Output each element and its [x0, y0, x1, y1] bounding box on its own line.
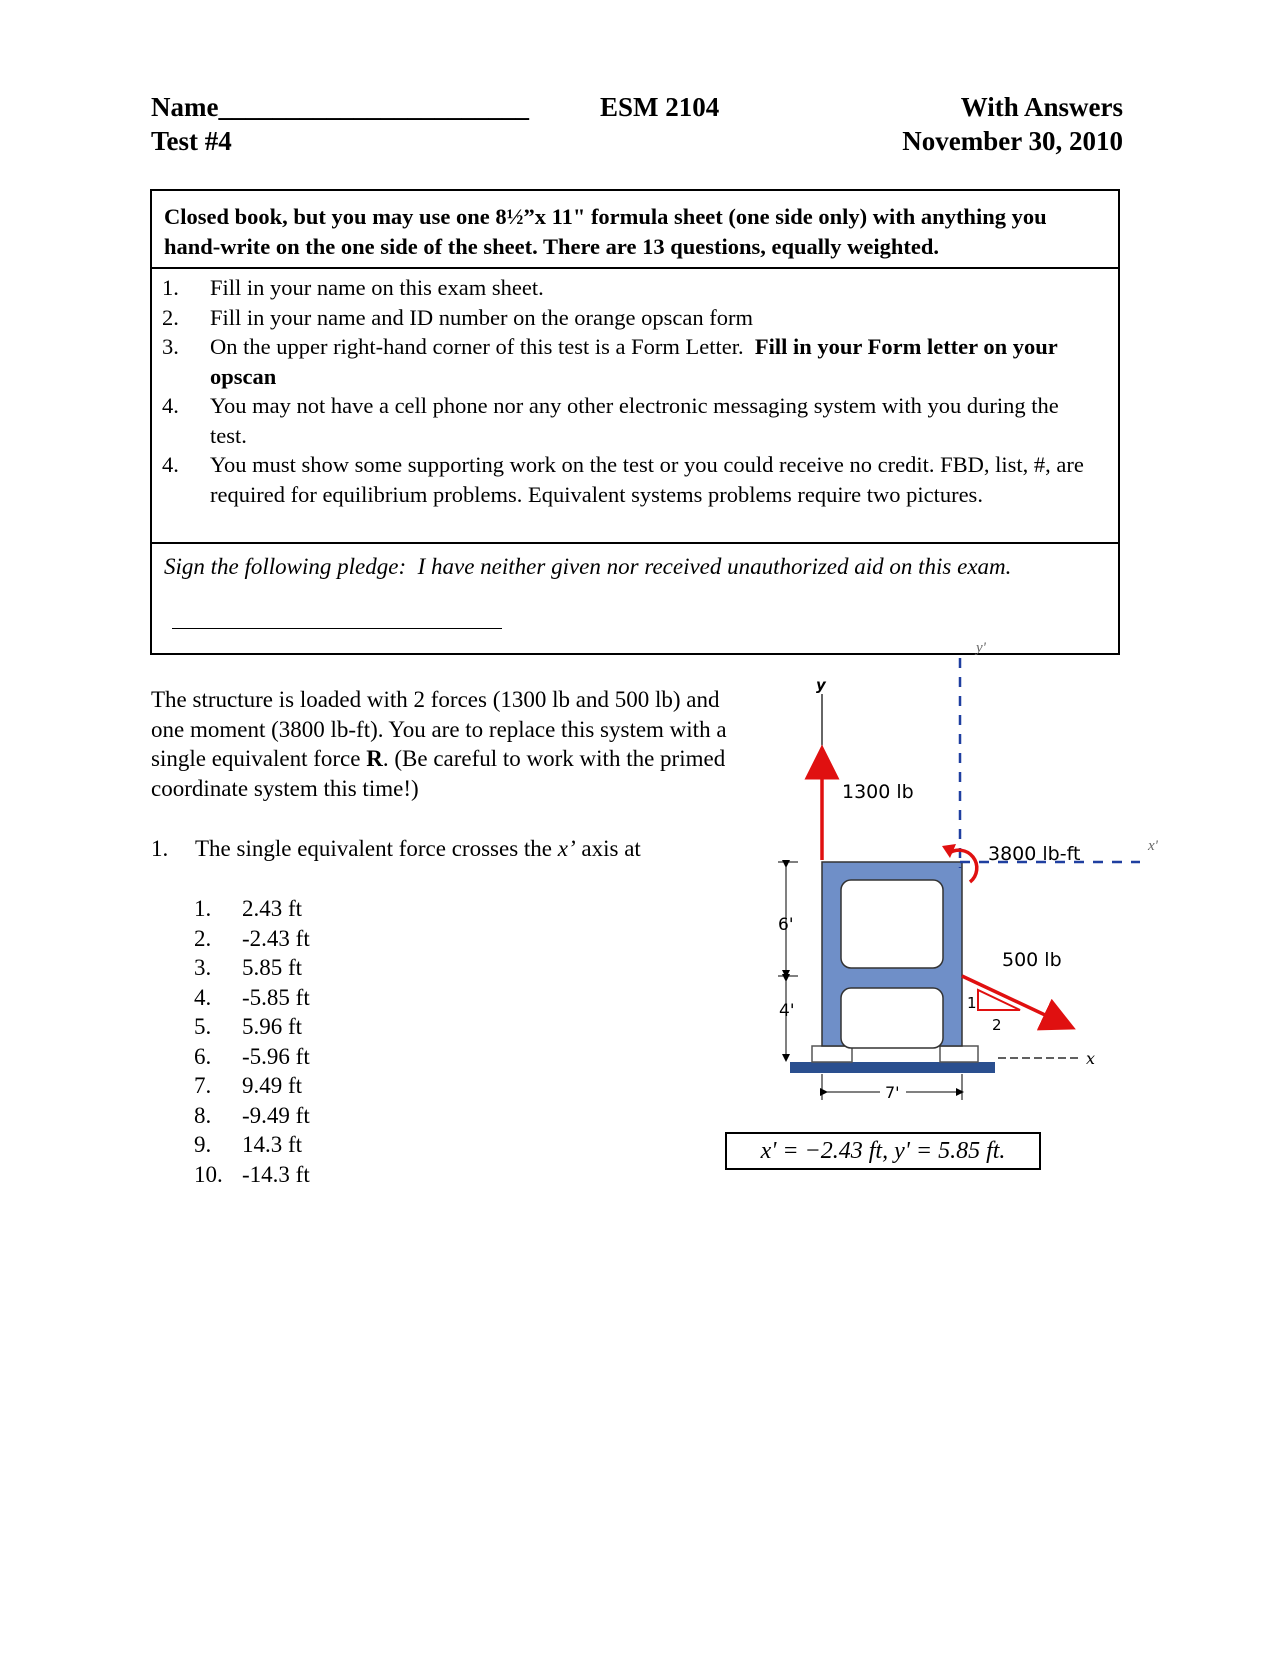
left-support [812, 1046, 852, 1062]
frame [822, 862, 962, 1048]
name-field-label: Name_______________________ [151, 92, 529, 122]
form-letter-instruction: Fill in your Form letter on your opscan [210, 334, 1058, 389]
structure-diagram [720, 640, 1170, 1120]
pledge-label: Sign the following pledge: [164, 554, 407, 579]
instructions-box [150, 189, 1120, 655]
signature-line[interactable] [172, 628, 502, 629]
dim-7-label: 7' [885, 1083, 900, 1102]
force-500-arrow [962, 976, 1060, 1022]
choice-item[interactable]: 5. 5.96 ft [194, 1014, 303, 1039]
pledge-section [152, 544, 1118, 655]
choice-item[interactable]: 9. 14.3 ft [194, 1132, 303, 1157]
instruction-item: 1. Fill in your name on this exam sheet. [162, 275, 544, 300]
dim-6-label: 6' [778, 915, 794, 935]
instruction-item: 2. Fill in your name and ID number on the orange opscan form [162, 304, 753, 330]
resultant-symbol: R [366, 746, 383, 771]
force-500-label: 500 lb [1002, 949, 1062, 971]
slope-2: 2 [992, 1016, 1002, 1034]
course-code: ESM 2104 [600, 92, 720, 122]
yprime-label: y' [976, 640, 986, 656]
question-1: 1. The single equivalent force crosses the x’ axis at [151, 836, 641, 861]
moment-label: 3800 lb-ft [988, 843, 1081, 865]
x-label: x [1086, 1049, 1096, 1068]
ground-base [790, 1062, 995, 1073]
problem-statement: The structure is loaded with 2 forces (1300 lb and 500 lb) and one moment (3800 lb-ft). You are to replace this system with a single equivalent force R. (Be careful to work with the primed coordinate system this time!) [151, 687, 727, 801]
choice-item[interactable]: 3. 5.85 ft [194, 955, 303, 980]
force-1300-label: 1300 lb [842, 781, 914, 803]
dim-4-label: 4' [779, 1001, 795, 1021]
header-right [902, 90, 1123, 158]
pledge-text: I have neither given nor received unauthorized aid on this exam. [417, 554, 1012, 579]
exam-date: November 30, 2010 [902, 126, 1123, 156]
header-left [151, 90, 529, 158]
choice-item[interactable]: 4. -5.85 ft [194, 984, 310, 1010]
choice-item[interactable]: 6. -5.96 ft [194, 1043, 310, 1069]
choice-item[interactable]: 8. -9.49 ft [194, 1102, 310, 1128]
choice-item[interactable]: 2. -2.43 ft [194, 925, 310, 951]
answers-label: With Answers [960, 92, 1123, 122]
answer-text: x' = −2.43 ft, y' = 5.85 ft. [760, 1138, 1006, 1164]
rules-text: Closed book, but you may use one 8½”x 11" formula sheet (one side only) with anything you hand-write on the one side of the sheet. There are 13 questions, equally weighted. [152, 191, 1118, 269]
test-number: Test #4 [151, 126, 232, 156]
instruction-item: 3. On the upper right-hand corner of this test is a Form Letter. Fill in your Form letter on your opscan [162, 334, 1058, 389]
instruction-item: 4. You may not have a cell phone nor any other electronic messaging system with you during the test. [162, 393, 1059, 448]
right-support [940, 1046, 978, 1062]
answer-choices [194, 894, 310, 1189]
choice-item[interactable]: 10. -14.3 ft [194, 1161, 310, 1187]
choice-item[interactable]: 7. 9.49 ft [194, 1073, 303, 1098]
instructions-list [152, 269, 1118, 544]
slope-1: 1 [967, 994, 977, 1012]
xprime-label: x' [1148, 838, 1158, 854]
instruction-item: 4. You must show some supporting work on the test or you could receive no credit. FBD, list, #, are required for equilibrium problems. Equivalent systems problems require two pictures. [162, 452, 1084, 507]
answer-box [725, 1132, 1041, 1170]
choice-item[interactable]: 1. 2.43 ft [194, 896, 303, 921]
y-label: y [816, 676, 826, 694]
